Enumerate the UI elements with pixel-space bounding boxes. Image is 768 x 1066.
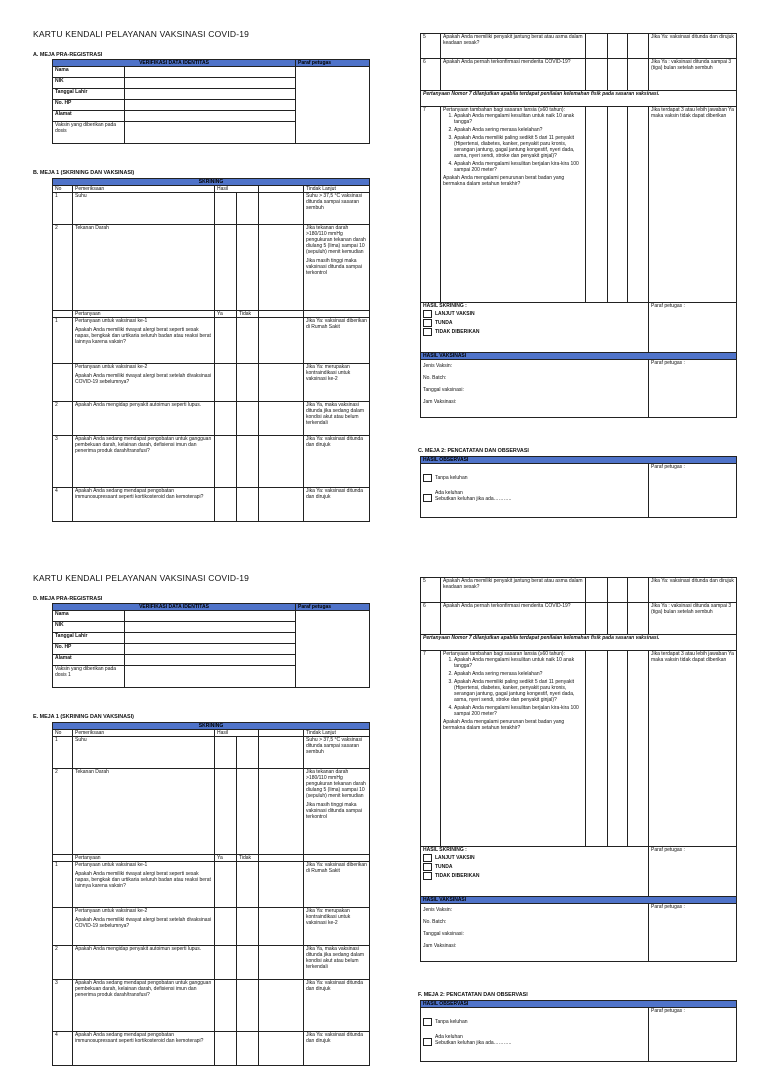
question-text: Apakah Anda sedang mendapat pengobatan untuk gangguan pembekuan darah, kelainan darah, defisiensi imun dan penerima produk darah/transfusi?: [73, 980, 215, 1032]
option-tanpa-keluhan[interactable]: Tanpa keluhan: [423, 1018, 646, 1026]
col-tidak: Tidak: [237, 855, 259, 862]
col-pertanyaan: Pertanyaan: [73, 311, 215, 318]
hasil-observasi-header: HASIL OBSERVASI: [421, 1001, 737, 1008]
action-tekanan-darah: Jika tekanan darah >180/110 mmHg pengukuran tekanan darah diulang 5 (lima) sampai 10 (sepuluh) menit kemudian Jika masih tinggi maka vaksinasi ditunda sampai terkontrol: [304, 225, 370, 311]
action-tekanan-darah: Jika tekanan darah >180/110 mmHg pengukuran tekanan darah diulang 5 (lima) sampai 10 (sepuluh) menit kemudian Jika masih tinggi maka vaksinasi ditunda sampai terkontrol: [304, 769, 370, 855]
question-action: Jika Ya, maka vaksinasi ditunda jika sedang dalam kondisi akut atau belum terkendali: [304, 946, 370, 980]
question-7-item: 4. Apakah Anda mengalami kesulitan berjalan kira-kira 100 sampai 200 meter?: [454, 161, 583, 173]
field-value[interactable]: [125, 633, 296, 644]
question-no: 7: [421, 107, 441, 303]
screening-table-continued: [420, 33, 737, 418]
question-no: 4: [53, 488, 73, 522]
paraf-skrining[interactable]: Paraf petugas :: [649, 303, 737, 353]
exam-tekanan-darah: Tekanan Darah: [73, 769, 215, 855]
option-ada-keluhan[interactable]: Ada keluhan Sebutkan keluhan jika ada………..: [423, 1034, 646, 1046]
question-7-item: 2. Apakah Anda sering merasa kelelahan?: [454, 671, 583, 677]
field-label: Tanggal Lahir: [53, 633, 125, 644]
question-7-text: Pertanyaan tambahan bagi sasaran lansia (≥60 tahun): 1. Apakah Anda mengalami kesulitan untuk naik 10 anak tangga? 2. Apakah Anda sering merasa kelelahan? 3. Apakah Anda memiliki paling sedikit 5 dari 11 penyakit (Hipertensi, diabetes, kanker, penyakit paru kronis, serangan jantung, gagal jantung kongestif, nyeri dada, asma, nyeri sendi, stroke dan penyakit ginjal)? 4. Apakah Anda mengalami kesulitan berjalan kira-kira 100 sampai 200 meter? Apakah Anda mengalami penurunan berat badan yang bermakna dalam setahun terakhir?: [441, 651, 586, 847]
question-no: 5: [421, 578, 441, 603]
question-7-item: 3. Apakah Anda memiliki paling sedikit 5 dari 11 penyakit (Hipertensi, diabetes, kanker, penyakit paru kronis, serangan jantung, gagal jantung kongestif, nyeri dada, asma, nyeri sendi, stroke dan penyakit ginjal)?: [454, 679, 583, 703]
question-action: Jika Ya: vaksinasi ditunda dan dirujuk: [304, 436, 370, 488]
tidak-checkbox[interactable]: [237, 318, 259, 364]
field-value[interactable]: [125, 655, 296, 666]
paraf-header: Paraf petugas: [296, 60, 370, 67]
field-label: Alamat: [53, 655, 125, 666]
question-text: Apakah Anda mengidap penyakit autoimun seperti lupus.: [73, 946, 215, 980]
section-observasi: F. MEJA 2: PENCATATAN DAN OBSERVASI: [418, 992, 528, 998]
ya-checkbox[interactable]: [215, 402, 237, 436]
checkbox-icon[interactable]: [423, 872, 432, 880]
question-text: Apakah Anda memiliki penyakit jantung berat atau asma dalam keadaan sesak?: [441, 34, 586, 59]
section-observasi: C. MEJA 2: PENCATATAN DAN OBSERVASI: [418, 448, 529, 454]
hasil-cell[interactable]: [237, 769, 259, 855]
question-action: Jika terdapat 3 atau lebih jawaban Ya maka vaksin tidak dapat diberikan: [649, 651, 737, 847]
question-action: Jika Ya: vaksinasi ditunda dan dirujuk: [304, 488, 370, 522]
field-label: Tanggal Lahir: [53, 89, 125, 100]
option-2[interactable]: TIDAK DIBERIKAN: [423, 872, 646, 880]
field-label: NIK: [53, 78, 125, 89]
question-7-item: 2. Apakah Anda sering merasa kelelahan?: [454, 127, 583, 133]
col-hasil: Hasil: [215, 730, 259, 737]
field-label: No. HP: [53, 644, 125, 655]
screening-table: [52, 178, 370, 522]
option-ada-keluhan[interactable]: Ada keluhan Sebutkan keluhan jika ada………..: [423, 490, 646, 502]
question-text: Apakah Anda mengidap penyakit autoimun seperti lupus.: [73, 402, 215, 436]
ya-checkbox[interactable]: [586, 578, 608, 603]
question-action: Jika Ya: vaksinasi diberikan di Rumah Sakit: [304, 862, 370, 908]
tidak-checkbox[interactable]: [608, 603, 628, 635]
tidak-checkbox[interactable]: [237, 402, 259, 436]
field-value[interactable]: [125, 111, 296, 122]
checkbox-icon[interactable]: [423, 863, 432, 871]
ya-checkbox[interactable]: [586, 34, 608, 59]
question-7-item: 1. Apakah Anda mengalami kesulitan untuk naik 10 anak tangga?: [454, 657, 583, 669]
question-action: Jika Ya: vaksinasi diberikan di Rumah Sakit: [304, 318, 370, 364]
verification-header: VERIFIKASI DATA IDENTITAS: [53, 60, 296, 67]
ya-checkbox[interactable]: [215, 908, 237, 946]
hasil-cell[interactable]: [237, 193, 259, 225]
checkbox-icon[interactable]: [423, 494, 432, 502]
row-no: 1: [53, 193, 73, 225]
question-action: Jika Ya, maka vaksinasi ditunda jika sedang dalam kondisi akut atau belum terkendali: [304, 402, 370, 436]
screening-header: SKRINING: [53, 179, 370, 186]
page-title: KARTU KENDALI PELAYANAN VAKSINASI COVID-19: [33, 29, 250, 39]
observation-table: [420, 1000, 737, 1062]
ya-checkbox[interactable]: [215, 488, 237, 522]
question-text: Apakah Anda pernah terkonfirmasi menderita COVID-19?: [441, 603, 586, 635]
paraf-cell[interactable]: [296, 67, 370, 144]
paraf-vaksinasi[interactable]: Paraf petugas :: [649, 904, 737, 962]
verification-header: VERIFIKASI DATA IDENTITAS: [53, 604, 296, 611]
vax-field[interactable]: Jenis Vaksin:: [423, 363, 453, 369]
question-7-item: 4. Apakah Anda mengalami kesulitan berjalan kira-kira 100 sampai 200 meter?: [454, 705, 583, 717]
checkbox-icon[interactable]: [423, 854, 432, 862]
question-no: 5: [421, 34, 441, 59]
question-action: Jika terdapat 3 atau lebih jawaban Ya maka vaksin tidak dapat diberikan: [649, 107, 737, 303]
vax-field[interactable]: No. Batch:: [423, 919, 447, 925]
row-no: 2: [53, 769, 73, 855]
tidak-checkbox[interactable]: [608, 34, 628, 59]
field-label: No. HP: [53, 100, 125, 111]
option-tanpa-keluhan[interactable]: Tanpa keluhan: [423, 474, 646, 482]
ya-checkbox[interactable]: [586, 603, 608, 635]
vax-field[interactable]: No. Batch:: [423, 375, 447, 381]
exam-suhu: Suhu: [73, 193, 215, 225]
vax-field[interactable]: Jenis Vaksin:: [423, 907, 453, 913]
ya-checkbox[interactable]: [586, 59, 608, 91]
question-action: Jika Ya : vaksinasi ditunda sampai 3 (tiga) bulan setelah sembuh: [649, 603, 737, 635]
screening-header: SKRINING: [53, 723, 370, 730]
option-0[interactable]: LANJUT VAKSIN: [423, 310, 646, 318]
question-text: Apakah Anda sedang mendapat pengobatan untuk gangguan pembekuan darah, kelainan darah, defisiensi imun dan penerima produk darah/transfusi?: [73, 436, 215, 488]
page-title: KARTU KENDALI PELAYANAN VAKSINASI COVID-19: [33, 573, 250, 583]
field-value[interactable]: [125, 622, 296, 633]
question-no: 1: [53, 318, 73, 364]
tidak-checkbox[interactable]: [608, 578, 628, 603]
section-skrining: B. MEJA 1 (SKRINING DAN VAKSINASI): [33, 170, 135, 176]
vax-field[interactable]: Jam Vaksinasi:: [423, 399, 457, 405]
tidak-checkbox[interactable]: [608, 651, 628, 847]
ya-checkbox[interactable]: [215, 946, 237, 980]
observation-table: [420, 456, 737, 518]
field-value[interactable]: [125, 100, 296, 111]
hasil-vaksinasi-header: HASIL VAKSINASI: [421, 897, 737, 904]
question-text: Pertanyaan untuk vaksinasi ke-2 Apakah Anda memiliki riwayat alergi berat setelah divaksinasi COVID-19 sebelumnya?: [73, 364, 215, 402]
col-no: No: [53, 186, 73, 193]
question-action: Jika Ya : vaksinasi ditunda sampai 3 (tiga) bulan setelah sembuh: [649, 59, 737, 91]
field-value[interactable]: [125, 611, 296, 622]
dose-label: Vaksin yang diberikan pada dosis 1: [53, 666, 125, 688]
verification-table: [52, 603, 370, 688]
option-0[interactable]: LANJUT VAKSIN: [423, 854, 646, 862]
question-text: Apakah Anda sedang mendapat pengobatan immunosupressant seperti kortikosteroid dan kemoterapi?: [73, 1032, 215, 1066]
verification-table: [52, 59, 370, 144]
field-label: NIK: [53, 622, 125, 633]
paraf-header: Paraf petugas: [296, 604, 370, 611]
dose-value[interactable]: [125, 122, 296, 144]
col-tidak: Tidak: [237, 311, 259, 318]
hasil-cell[interactable]: [215, 225, 237, 311]
question-action: Jika Ya: vaksinasi ditunda dan dirujuk: [304, 1032, 370, 1066]
tidak-checkbox[interactable]: [237, 908, 259, 946]
action-suhu: Suhu > 37,5 °C vaksinasi ditunda sampai sasaran sembuh: [304, 737, 370, 769]
ya-checkbox[interactable]: [215, 436, 237, 488]
tidak-checkbox[interactable]: [237, 1032, 259, 1066]
question-7-item: 3. Apakah Anda memiliki paling sedikit 5 dari 11 penyakit (Hipertensi, diabetes, kanker, penyakit paru kronis, serangan jantung, gagal jantung kongestif, nyeri dada, asma, nyeri sendi, stroke dan penyakit ginjal)?: [454, 135, 583, 159]
col-tindak-lanjut: Tindak Lanjut: [304, 186, 370, 193]
question-no: 7: [421, 651, 441, 847]
question-no: 2: [53, 402, 73, 436]
col-pemeriksaan: Pemeriksaan: [73, 186, 215, 193]
hasil-cell[interactable]: [237, 737, 259, 769]
hasil-cell[interactable]: [215, 737, 237, 769]
section-pra-registrasi: A. MEJA PRA-REGISTRASI: [33, 52, 103, 58]
question-action: Jika Ya: vaksinasi ditunda dan dirujuk: [649, 578, 737, 603]
question-no: [53, 908, 73, 946]
checkbox-icon[interactable]: [423, 1018, 432, 1026]
ya-checkbox[interactable]: [215, 1032, 237, 1066]
hasil-skrining-cell: [421, 847, 649, 897]
option-1[interactable]: TUNDA: [423, 319, 646, 327]
checkbox-icon[interactable]: [423, 474, 432, 482]
hasil-cell[interactable]: [215, 769, 237, 855]
field-value[interactable]: [125, 78, 296, 89]
checkbox-icon[interactable]: [423, 328, 432, 336]
col-ya: Ya: [215, 311, 237, 318]
row-no: 1: [53, 737, 73, 769]
note-question-7: Pertanyaan Nomor 7 dilanjutkan apabila terdapat penilaian kelemahan fisik pada sasaran vaksinasi.: [421, 91, 737, 107]
question-text: Apakah Anda sedang mendapat pengobatan immunosupressant seperti kortikosteroid dan kemoterapi?: [73, 488, 215, 522]
hasil-skrining-cell: [421, 303, 649, 353]
question-action: Jika Ya: vaksinasi ditunda dan dirujuk: [649, 34, 737, 59]
observasi-options: [421, 1008, 649, 1062]
paraf-skrining[interactable]: Paraf petugas :: [649, 847, 737, 897]
ya-checkbox[interactable]: [586, 107, 608, 303]
question-7-item: 1. Apakah Anda mengalami kesulitan untuk naik 10 anak tangga?: [454, 113, 583, 125]
vaksinasi-fields: [421, 360, 649, 418]
exam-suhu: Suhu: [73, 737, 215, 769]
question-no: 3: [53, 436, 73, 488]
screening-table-continued: [420, 577, 737, 962]
question-no: [53, 364, 73, 402]
section-skrining: E. MEJA 1 (SKRINING DAN VAKSINASI): [33, 714, 134, 720]
paraf-vaksinasi[interactable]: Paraf petugas :: [649, 360, 737, 418]
hasil-cell[interactable]: [237, 225, 259, 311]
exam-tekanan-darah: Tekanan Darah: [73, 225, 215, 311]
field-label: Nama: [53, 611, 125, 622]
col-no: No: [53, 730, 73, 737]
checkbox-icon[interactable]: [423, 319, 432, 327]
tidak-checkbox[interactable]: [608, 107, 628, 303]
tidak-checkbox[interactable]: [237, 436, 259, 488]
hasil-skrining-label: HASIL SKRINING :: [423, 847, 467, 853]
note-question-7: Pertanyaan Nomor 7 dilanjutkan apabila terdapat penilaian kelemahan fisik pada sasaran vaksinasi.: [421, 635, 737, 651]
screening-table: [52, 722, 370, 1066]
question-action: Jika Ya: vaksinasi ditunda dan dirujuk: [304, 980, 370, 1032]
question-no: 3: [53, 980, 73, 1032]
vaksinasi-fields: [421, 904, 649, 962]
vax-field[interactable]: Jam Vaksinasi:: [423, 943, 457, 949]
col-hasil: Hasil: [215, 186, 259, 193]
question-text: Apakah Anda memiliki penyakit jantung berat atau asma dalam keadaan sesak?: [441, 578, 586, 603]
hasil-cell[interactable]: [215, 193, 237, 225]
vax-field[interactable]: Tanggal vaksinasi:: [423, 931, 464, 937]
col-ya: Ya: [215, 855, 237, 862]
ya-checkbox[interactable]: [215, 862, 237, 908]
ya-checkbox[interactable]: [586, 651, 608, 847]
dose-label: Vaksin yang diberikan pada dosis: [53, 122, 125, 144]
question-text: Pertanyaan untuk vaksinasi ke-1 Apakah Anda memiliki riwayat alergi berat seperti sesak napas, bengkak dan urtikaria seluruh badan atau reaksi berat lainnya karena vaksin?: [73, 862, 215, 908]
ya-checkbox[interactable]: [215, 364, 237, 402]
paraf-observasi[interactable]: Paraf petugas :: [649, 1008, 737, 1062]
option-2[interactable]: TIDAK DIBERIKAN: [423, 328, 646, 336]
paraf-cell[interactable]: [296, 611, 370, 688]
field-value[interactable]: [125, 67, 296, 78]
tidak-checkbox[interactable]: [237, 488, 259, 522]
col-pemeriksaan: Pemeriksaan: [73, 730, 215, 737]
col-tindak-lanjut: Tindak Lanjut: [304, 730, 370, 737]
hasil-vaksinasi-header: HASIL VAKSINASI: [421, 353, 737, 360]
vax-field[interactable]: Tanggal vaksinasi:: [423, 387, 464, 393]
action-suhu: Suhu > 37,5 °C vaksinasi ditunda sampai sasaran sembuh: [304, 193, 370, 225]
field-label: Nama: [53, 67, 125, 78]
tidak-checkbox[interactable]: [237, 946, 259, 980]
paraf-observasi[interactable]: Paraf petugas :: [649, 464, 737, 518]
question-text: Pertanyaan untuk vaksinasi ke-1 Apakah Anda memiliki riwayat alergi berat seperti sesak napas, bengkak dan urtikaria seluruh badan atau reaksi berat lainnya karena vaksin?: [73, 318, 215, 364]
dose-value[interactable]: [125, 666, 296, 688]
observasi-options: [421, 464, 649, 518]
section-pra-registrasi: D. MEJA PRA-REGISTRASI: [33, 596, 103, 602]
field-value[interactable]: [125, 89, 296, 100]
question-text: Pertanyaan untuk vaksinasi ke-2 Apakah Anda memiliki riwayat alergi berat setelah divaksinasi COVID-19 sebelumnya?: [73, 908, 215, 946]
tidak-checkbox[interactable]: [237, 862, 259, 908]
col-pertanyaan: Pertanyaan: [73, 855, 215, 862]
hasil-observasi-header: HASIL OBSERVASI: [421, 457, 737, 464]
hasil-skrining-label: HASIL SKRINING :: [423, 303, 467, 309]
question-7-text: Pertanyaan tambahan bagi sasaran lansia (≥60 tahun): 1. Apakah Anda mengalami kesulitan untuk naik 10 anak tangga? 2. Apakah Anda sering merasa kelelahan? 3. Apakah Anda memiliki paling sedikit 5 dari 11 penyakit (Hipertensi, diabetes, kanker, penyakit paru kronis, serangan jantung, gagal jantung kongestif, nyeri dada, asma, nyeri sendi, stroke dan penyakit ginjal)? 4. Apakah Anda mengalami kesulitan berjalan kira-kira 100 sampai 200 meter? Apakah Anda mengalami penurunan berat badan yang bermakna dalam setahun terakhir?: [441, 107, 586, 303]
question-text: Apakah Anda pernah terkonfirmasi menderita COVID-19?: [441, 59, 586, 91]
field-label: Alamat: [53, 111, 125, 122]
field-value[interactable]: [125, 644, 296, 655]
question-no: 1: [53, 862, 73, 908]
row-no: 2: [53, 225, 73, 311]
question-no: 6: [421, 603, 441, 635]
tidak-checkbox[interactable]: [608, 59, 628, 91]
option-1[interactable]: TUNDA: [423, 863, 646, 871]
question-no: 6: [421, 59, 441, 91]
question-action: Jika Ya: merupakan kontraindikasi untuk vaksinasi ke-2: [304, 364, 370, 402]
question-no: 4: [53, 1032, 73, 1066]
question-no: 2: [53, 946, 73, 980]
ya-checkbox[interactable]: [215, 318, 237, 364]
checkbox-icon[interactable]: [423, 1038, 432, 1046]
question-action: Jika Ya: merupakan kontraindikasi untuk vaksinasi ke-2: [304, 908, 370, 946]
tidak-checkbox[interactable]: [237, 364, 259, 402]
checkbox-icon[interactable]: [423, 310, 432, 318]
